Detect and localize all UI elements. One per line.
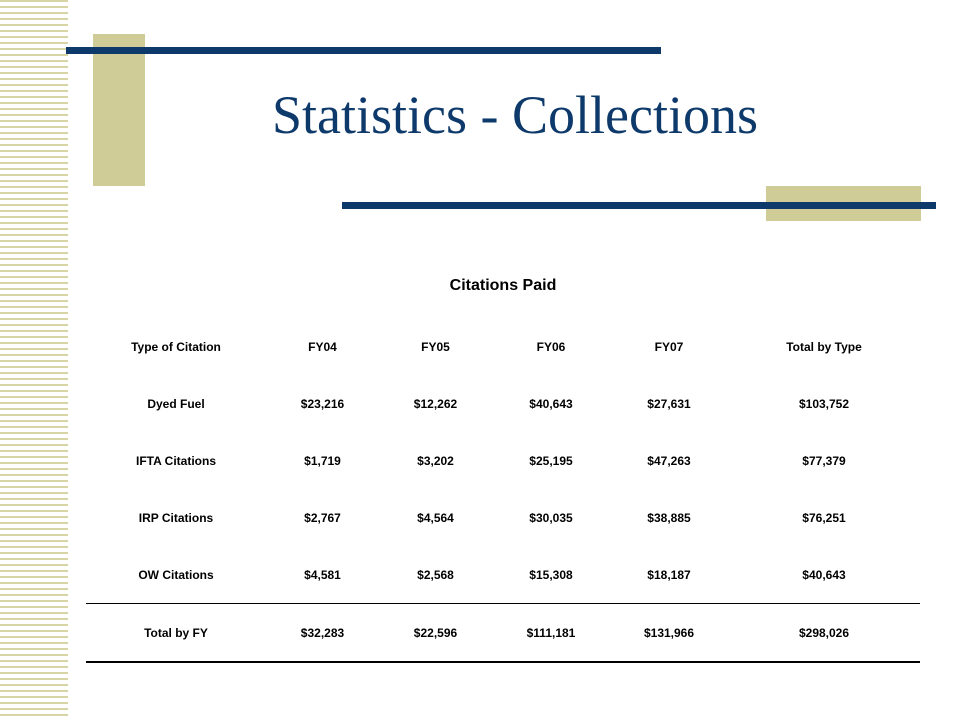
decorative-stripe-border (0, 0, 68, 720)
decorative-navy-line-bottom (342, 202, 936, 209)
header-fy06: FY06 (536, 339, 566, 354)
citations-table (86, 318, 920, 663)
table-header-row (86, 318, 920, 375)
cell-value: $47,263 (647, 453, 691, 468)
table-total-row (86, 604, 920, 663)
cell-value: $2,767 (304, 510, 341, 525)
table-row (86, 375, 920, 432)
total-value: $32,283 (266, 604, 379, 663)
total-value: $22,596 (379, 604, 492, 663)
cell-value: $25,195 (529, 453, 573, 468)
table-row (86, 546, 920, 604)
cell-total: $77,379 (802, 453, 846, 468)
header-total-by-type: Total by Type (786, 339, 862, 354)
cell-total: $103,752 (798, 396, 850, 411)
table-row (86, 432, 920, 489)
header-fy04: FY04 (308, 339, 337, 354)
grand-total: $298,026 (728, 604, 920, 663)
cell-value: $30,035 (529, 510, 573, 525)
cell-value: $4,581 (266, 546, 379, 604)
cell-value: $1,719 (304, 453, 341, 468)
decorative-navy-line-top (66, 47, 661, 54)
table-caption: Citations Paid (449, 277, 557, 294)
header-type-of-citation: Type of Citation (131, 339, 221, 354)
row-label: IFTA Citations (136, 453, 216, 468)
decorative-khaki-block-top (93, 34, 145, 186)
header-fy05: FY05 (421, 339, 450, 354)
row-label: Dyed Fuel (147, 396, 205, 411)
cell-total: $76,251 (802, 510, 846, 525)
table-row (86, 489, 920, 546)
cell-value: $38,885 (647, 510, 691, 525)
cell-value: $15,308 (492, 546, 610, 604)
cell-value: $2,568 (379, 546, 492, 604)
row-label: IRP Citations (138, 510, 214, 525)
cell-value: $12,262 (413, 396, 458, 411)
cell-value: $4,564 (417, 510, 454, 525)
cell-value: $23,216 (300, 396, 345, 411)
cell-total: $40,643 (728, 546, 920, 604)
total-value: $131,966 (610, 604, 728, 663)
slide-title: Statistics - Collections (272, 85, 758, 145)
row-label: OW Citations (86, 546, 266, 604)
cell-value: $18,187 (610, 546, 728, 604)
total-label: Total by FY (86, 604, 266, 663)
cell-value: $40,643 (529, 396, 573, 411)
cell-value: $3,202 (417, 453, 454, 468)
header-fy07: FY07 (654, 339, 684, 354)
cell-value: $27,631 (647, 396, 691, 411)
total-value: $111,181 (492, 604, 610, 663)
